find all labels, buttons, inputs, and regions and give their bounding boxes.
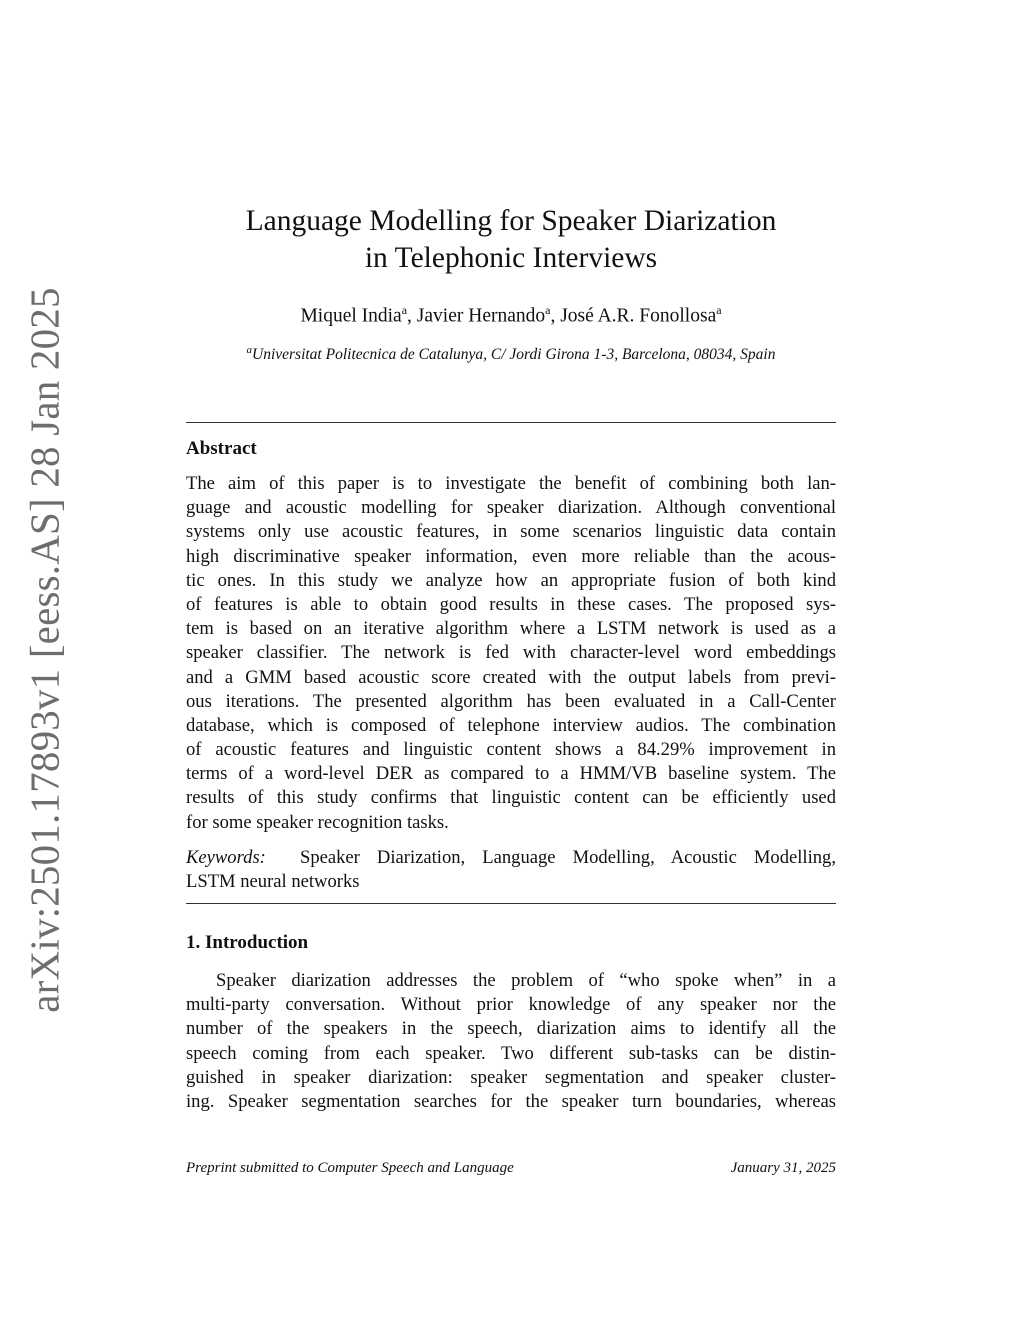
abstract-line: systems only use acoustic features, in some scenarios linguistic data contain (186, 521, 836, 543)
intro-line: Speaker diarization addresses the problem of “who spoke when” in a (216, 970, 836, 991)
affiliation-mark: a (545, 303, 551, 317)
abstract-body (186, 472, 836, 835)
abstract-line: terms of a word-level DER as compared to a HMM/VB baseline system. The (186, 763, 836, 785)
keywords-line-2: LSTM neural networks (186, 871, 360, 893)
intro-line: ing. Speaker segmentation searches for the speaker turn boundaries, whereas (186, 1090, 836, 1112)
top-rule (186, 422, 836, 423)
author: Javier Hernando (416, 305, 546, 327)
introduction-heading: 1. Introduction (186, 932, 309, 953)
abstract-line: guage and acoustic modelling for speaker diarization. Although conventional (186, 497, 836, 519)
footer-date: January 31, 2025 (730, 1160, 836, 1176)
paper-title (186, 203, 836, 277)
affiliation-mark: a (246, 344, 252, 356)
title-line-2: in Telephonic Interviews (364, 242, 658, 274)
abstract-line: tem is based on an iterative algorithm where a LSTM network is used as a (186, 618, 836, 640)
abstract-line: database, which is composed of telephone interview audios. The combination (186, 714, 836, 736)
abstract-line: for some speaker recognition tasks. (186, 811, 449, 833)
arxiv-identifier (20, 287, 70, 1013)
arxiv-id-text: arXiv:2501.17893v1 [eess.AS] 28 Jan 2025 (22, 287, 69, 1013)
abstract-line: ous iterations. The presented algorithm has been evaluated in a Call-Center (186, 690, 836, 712)
abstract-line: The aim of this paper is to investigate the benefit of combining both lan- (186, 473, 836, 494)
footer-preprint-note: Preprint submitted to Computer Speech and Language (186, 1160, 514, 1176)
title-line-1: Language Modelling for Speaker Diarization (245, 205, 777, 237)
keywords (186, 846, 836, 894)
author-list: Miquel India$^a$, Javier Hernando$^a$, José A.R. Fonollosa$^a$ (300, 303, 722, 327)
keywords-label: Keywords: (186, 847, 266, 868)
abstract-line: speaker classifier. The network is fed with character-level word embeddings (186, 642, 836, 664)
abstract-line: tic ones. In this study we analyze how an appropriate fusion of both kind (186, 569, 836, 591)
abstract-heading: Abstract (186, 438, 257, 459)
abstract-line: and a GMM based acoustic score created with the output labels from previ- (186, 666, 836, 688)
author: Miquel India (300, 305, 402, 327)
bottom-rule (186, 903, 836, 904)
affiliation (186, 344, 836, 364)
intro-line: number of the speakers in the speech, diarization aims to identify all the (186, 1018, 836, 1040)
affiliation-text: Universitat Politecnica de Catalunya, C/ Jordi Girona 1-3, Barcelona, 08034, Spain (252, 346, 776, 364)
abstract-line: results of this study confirms that linguistic content can be efficiently used (186, 787, 836, 809)
keywords-line-1: Speaker Diarization, Language Modelling, Acoustic Modelling, (299, 847, 836, 868)
introduction-body (186, 969, 836, 1114)
author: José A.R. Fonollosa (560, 305, 717, 327)
intro-line: guished in speaker diarization: speaker segmentation and speaker cluster- (186, 1066, 836, 1088)
abstract-line: of features is able to obtain good results in these cases. The proposed sys- (186, 593, 836, 615)
abstract-line: high discriminative speaker information, even more reliable than the acous- (186, 545, 836, 567)
affiliation-mark: a (401, 303, 408, 317)
affiliation-mark: a (716, 303, 722, 317)
intro-line: speech coming from each speaker. Two different sub-tasks can be distin- (186, 1042, 836, 1064)
page-footer (186, 1160, 836, 1177)
intro-line: multi-party conversation. Without prior knowledge of any speaker nor the (186, 994, 836, 1016)
abstract-line: of acoustic features and linguistic content shows a 84.29% improvement in (186, 739, 836, 761)
